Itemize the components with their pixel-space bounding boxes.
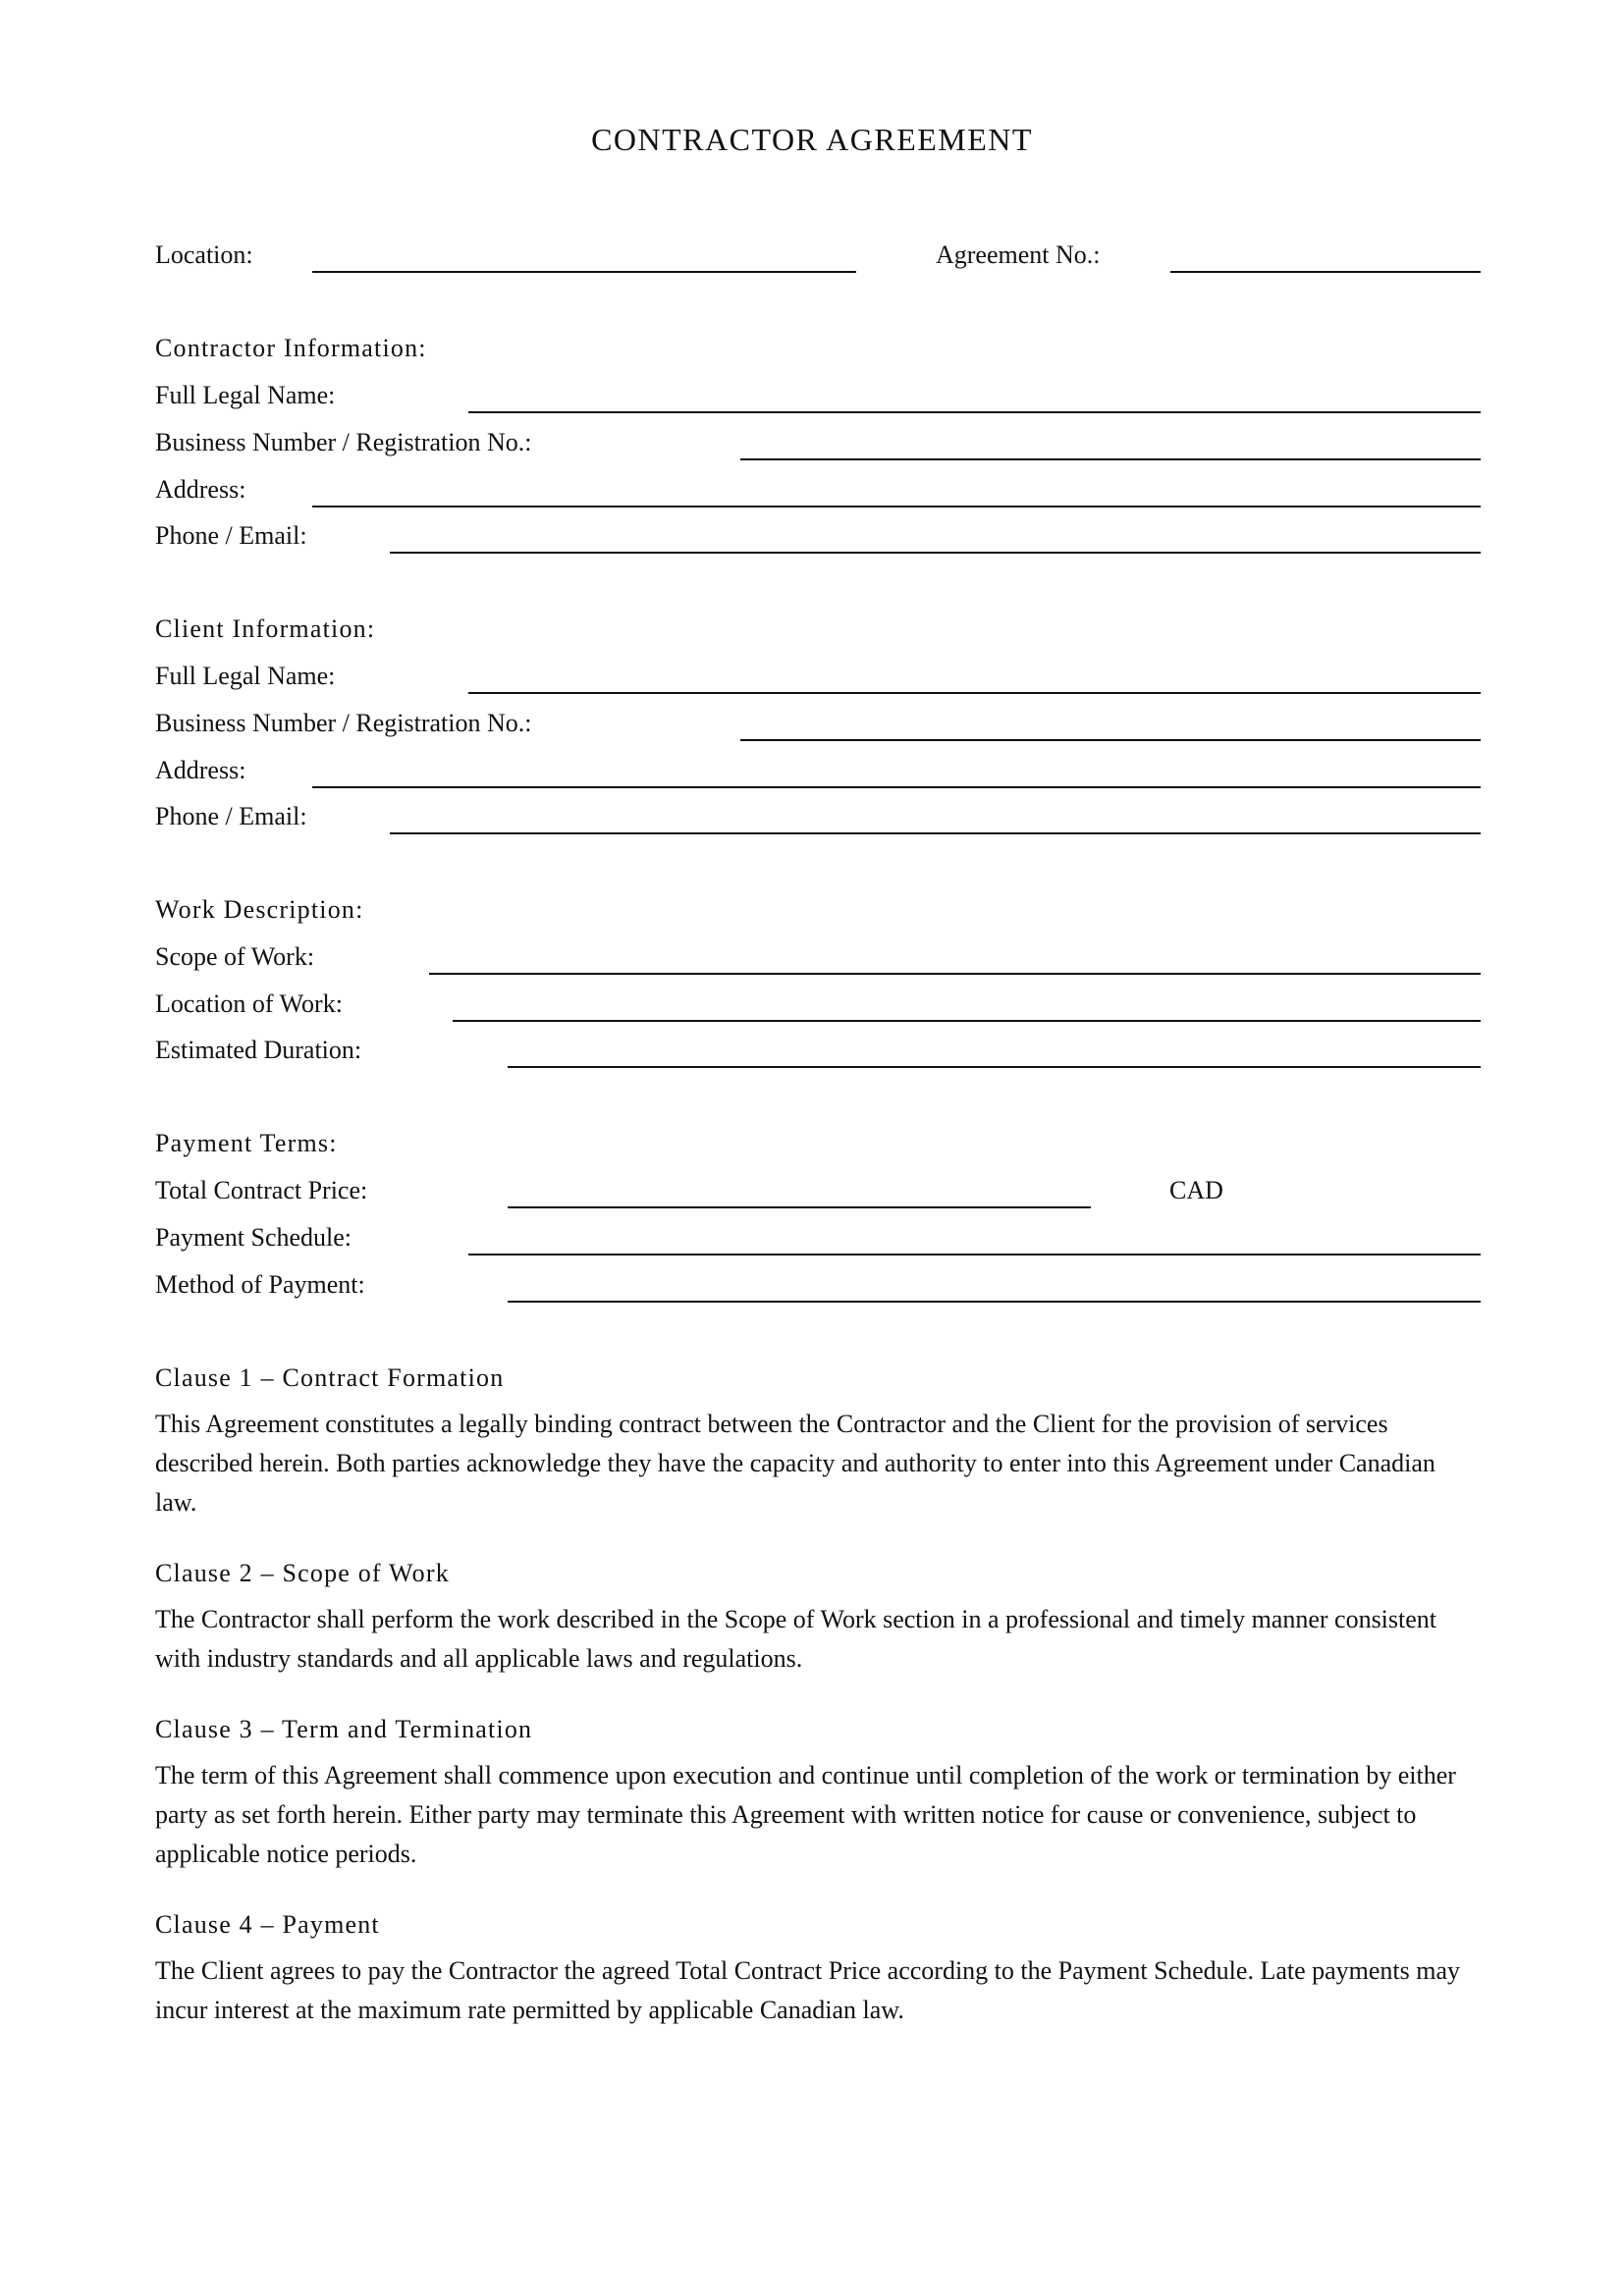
clause-2-heading: Clause 2 – Scope of Work	[155, 1559, 450, 1587]
clause-4-text: The Client agrees to pay the Contractor the agreed Total Contract Price according to the Payment Schedule. Late payments may incur interest at the maximum rate permitted by applicable Canadian law.	[155, 1956, 1461, 2024]
contractor-address-field[interactable]	[312, 506, 1481, 507]
contractor-phone-email-label: Phone / Email:	[155, 521, 307, 550]
client-phone-email-field[interactable]	[390, 832, 1481, 834]
client-full-name-field[interactable]	[468, 692, 1481, 694]
document-title: CONTRACTOR AGREEMENT	[591, 122, 1033, 157]
estimated-duration-field[interactable]	[508, 1066, 1481, 1068]
payment-schedule-field[interactable]	[468, 1254, 1481, 1255]
agreement-no-label: Agreement No.:	[936, 240, 1101, 269]
client-address-field[interactable]	[312, 786, 1481, 788]
client-business-number-field[interactable]	[740, 739, 1481, 741]
client-info-heading: Client Information:	[155, 614, 376, 643]
scope-of-work-label: Scope of Work:	[155, 942, 315, 971]
currency-label: CAD	[1169, 1176, 1223, 1204]
clause-1-text: This Agreement constitutes a legally binding contract between the Contractor and the Client for the provision of services described herein. Both parties acknowledge they have the capacity and authority to enter into this Agreement under Canadian law.	[155, 1410, 1435, 1517]
contractor-phone-email-field[interactable]	[390, 552, 1481, 554]
contractor-full-name-field[interactable]	[468, 411, 1481, 413]
scope-of-work-field[interactable]	[429, 973, 1481, 975]
contractor-business-number-label: Business Number / Registration No.:	[155, 428, 532, 456]
agreement-no-field[interactable]	[1170, 271, 1481, 273]
location-of-work-label: Location of Work:	[155, 989, 343, 1018]
payment-terms-heading: Payment Terms:	[155, 1129, 338, 1157]
clause-3-text: The term of this Agreement shall commence upon execution and continue until completion of the work or termination by either party as set forth herein. Either party may terminate this Agreement with written notice for cause or convenience, subject to applicable notice periods.	[155, 1761, 1456, 1868]
work-description-heading: Work Description:	[155, 895, 364, 924]
total-contract-price-label: Total Contract Price:	[155, 1176, 368, 1204]
location-field[interactable]	[312, 271, 856, 273]
method-of-payment-label: Method of Payment:	[155, 1270, 365, 1299]
total-contract-price-field[interactable]	[508, 1206, 1091, 1208]
clause-4-heading: Clause 4 – Payment	[155, 1910, 380, 1939]
clause-1-heading: Clause 1 – Contract Formation	[155, 1363, 505, 1392]
client-full-name-label: Full Legal Name:	[155, 662, 336, 690]
contractor-address-label: Address:	[155, 475, 246, 504]
method-of-payment-field[interactable]	[508, 1301, 1481, 1303]
estimated-duration-label: Estimated Duration:	[155, 1036, 362, 1064]
client-business-number-label: Business Number / Registration No.:	[155, 709, 532, 737]
client-phone-email-label: Phone / Email:	[155, 802, 307, 830]
contractor-full-name-label: Full Legal Name:	[155, 381, 336, 409]
location-of-work-field[interactable]	[453, 1020, 1481, 1022]
client-address-label: Address:	[155, 756, 246, 784]
payment-schedule-label: Payment Schedule:	[155, 1223, 352, 1252]
location-label: Location:	[155, 240, 253, 269]
clause-3-heading: Clause 3 – Term and Termination	[155, 1715, 533, 1743]
clause-2-text: The Contractor shall perform the work described in the Scope of Work section in a professional and timely manner consistent with industry standards and all applicable laws and regulations.	[155, 1605, 1437, 1673]
contractor-info-heading: Contractor Information:	[155, 334, 427, 362]
contractor-business-number-field[interactable]	[740, 458, 1481, 460]
